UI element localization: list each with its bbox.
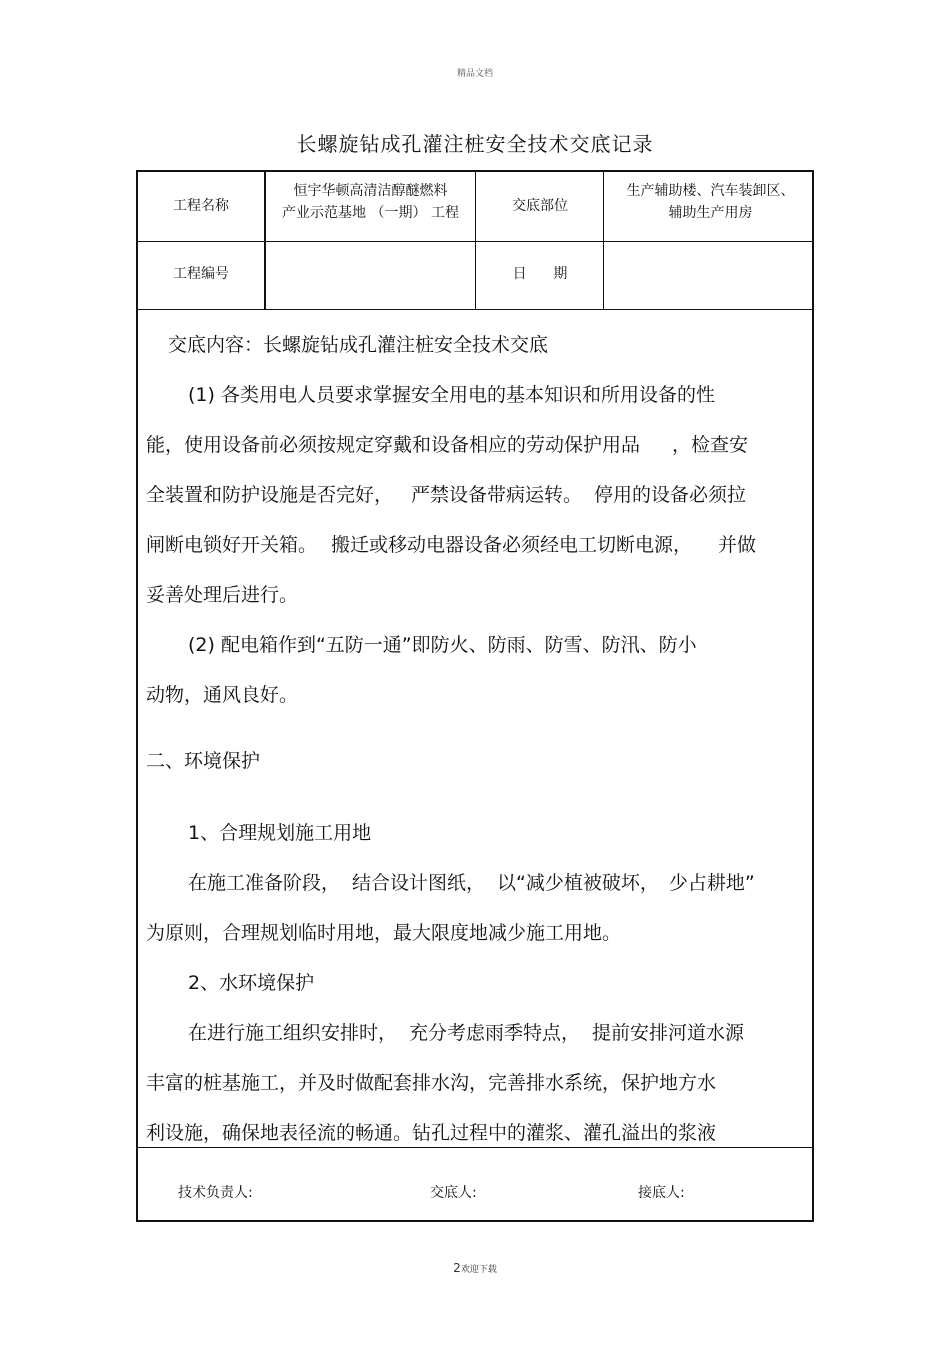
s2-line1b: 充分考虑雨季特点， [409, 1022, 581, 1044]
disclosure-content [146, 320, 806, 1158]
location-line2: 辅助生产用房 [668, 205, 753, 221]
para1-line2 [146, 420, 806, 470]
receiver-label: 接底人: [638, 1185, 685, 1201]
para1-line4 [146, 520, 806, 570]
subsection1-title: 1、合理规划施工用地 [188, 822, 372, 844]
para2-line1: (2) 配电箱作到“五防一通”即防火、防雨、防雪、防汛、防小 [188, 634, 697, 656]
para1-line5: 妥善处理后进行。 [146, 584, 299, 606]
s2-line1a: 在进行施工组织安排时， [188, 1022, 398, 1044]
para1-line4a: 闸断电锁好开关箱。 [146, 534, 318, 556]
project-no-label: 工程编号 [173, 266, 229, 282]
subsection1-line2: 为原则，合理规划临时用地，最大限度地减少施工用地。 [146, 922, 622, 944]
col-divider-2 [475, 172, 476, 309]
s1-line1c: 以“减少植被破坏， [497, 872, 659, 894]
para1-line3 [146, 470, 806, 520]
row-divider-2 [138, 309, 812, 310]
location-value [605, 180, 816, 224]
discloser-label: 交底人: [430, 1185, 477, 1201]
location-label: 交底部位 [512, 198, 568, 214]
subsection2-line2: 丰富的桩基施工，并及时做配套排水沟，完善排水系统，保护地方水 [146, 1072, 717, 1094]
para1-line4b: 搬迁或移动电器设备必须经电工切断电源， [331, 534, 693, 556]
para1-line2a: 能，使用设备前必须按规定穿戴和设备相应的劳动保护用品 [146, 434, 641, 456]
para2-line2: 动物，通风良好。 [146, 684, 299, 706]
para1-line1: (1) 各类用电人员要求掌握安全用电的基本知识和所用设备的性 [188, 384, 715, 406]
s1-line1a: 在施工准备阶段， [188, 872, 341, 894]
subsection2-line3: 利设施，确保地表径流的畅通。钻孔过程中的灌浆、灌孔溢出的浆液 [146, 1122, 717, 1144]
content-heading: 交底内容：长螺旋钻成孔灌注桩安全技术交底 [168, 334, 549, 356]
page-title: 长螺旋钻成孔灌注桩安全技术交底记录 [296, 132, 654, 156]
page-footer [0, 1261, 950, 1275]
header-note: 精品文档 [456, 69, 493, 79]
project-name-value [266, 180, 475, 224]
section2-heading: 二、环境保护 [146, 750, 261, 772]
col-divider-3 [603, 172, 604, 309]
para1-line4c: 并做 [718, 534, 757, 556]
date-label: 日 期 [512, 266, 568, 282]
project-name-line1: 恒宇华顿高清洁醇醚燃料 [293, 183, 448, 199]
subsection2-title: 2、水环境保护 [188, 972, 315, 994]
location-line1: 生产辅助楼、汽车装卸区、 [626, 183, 795, 199]
subsection2-line1 [146, 1008, 806, 1058]
s1-line1d: 少占耕地” [668, 872, 755, 894]
record-table [136, 170, 814, 1222]
para1-line2b: ，检查安 [672, 434, 749, 456]
para1-line3a: 全装置和防护设施是否完好， [146, 484, 394, 506]
subsection1-line1 [146, 858, 806, 908]
project-name-line2: 产业示范基地 （一期） 工程 [282, 205, 459, 221]
page-number: 2 [453, 1261, 461, 1275]
s1-line1b: 结合设计图纸， [352, 872, 486, 894]
para1-line3b: 严禁设备带病运转。 [411, 484, 583, 506]
project-name-label: 工程名称 [173, 198, 229, 214]
tech-lead-label: 技术负责人: [178, 1185, 253, 1201]
para1-line3c: 停用的设备必须拉 [594, 484, 747, 506]
s2-line1c: 提前安排河道水源 [592, 1022, 745, 1044]
page-footer-text: 欢迎下载 [460, 1265, 497, 1275]
